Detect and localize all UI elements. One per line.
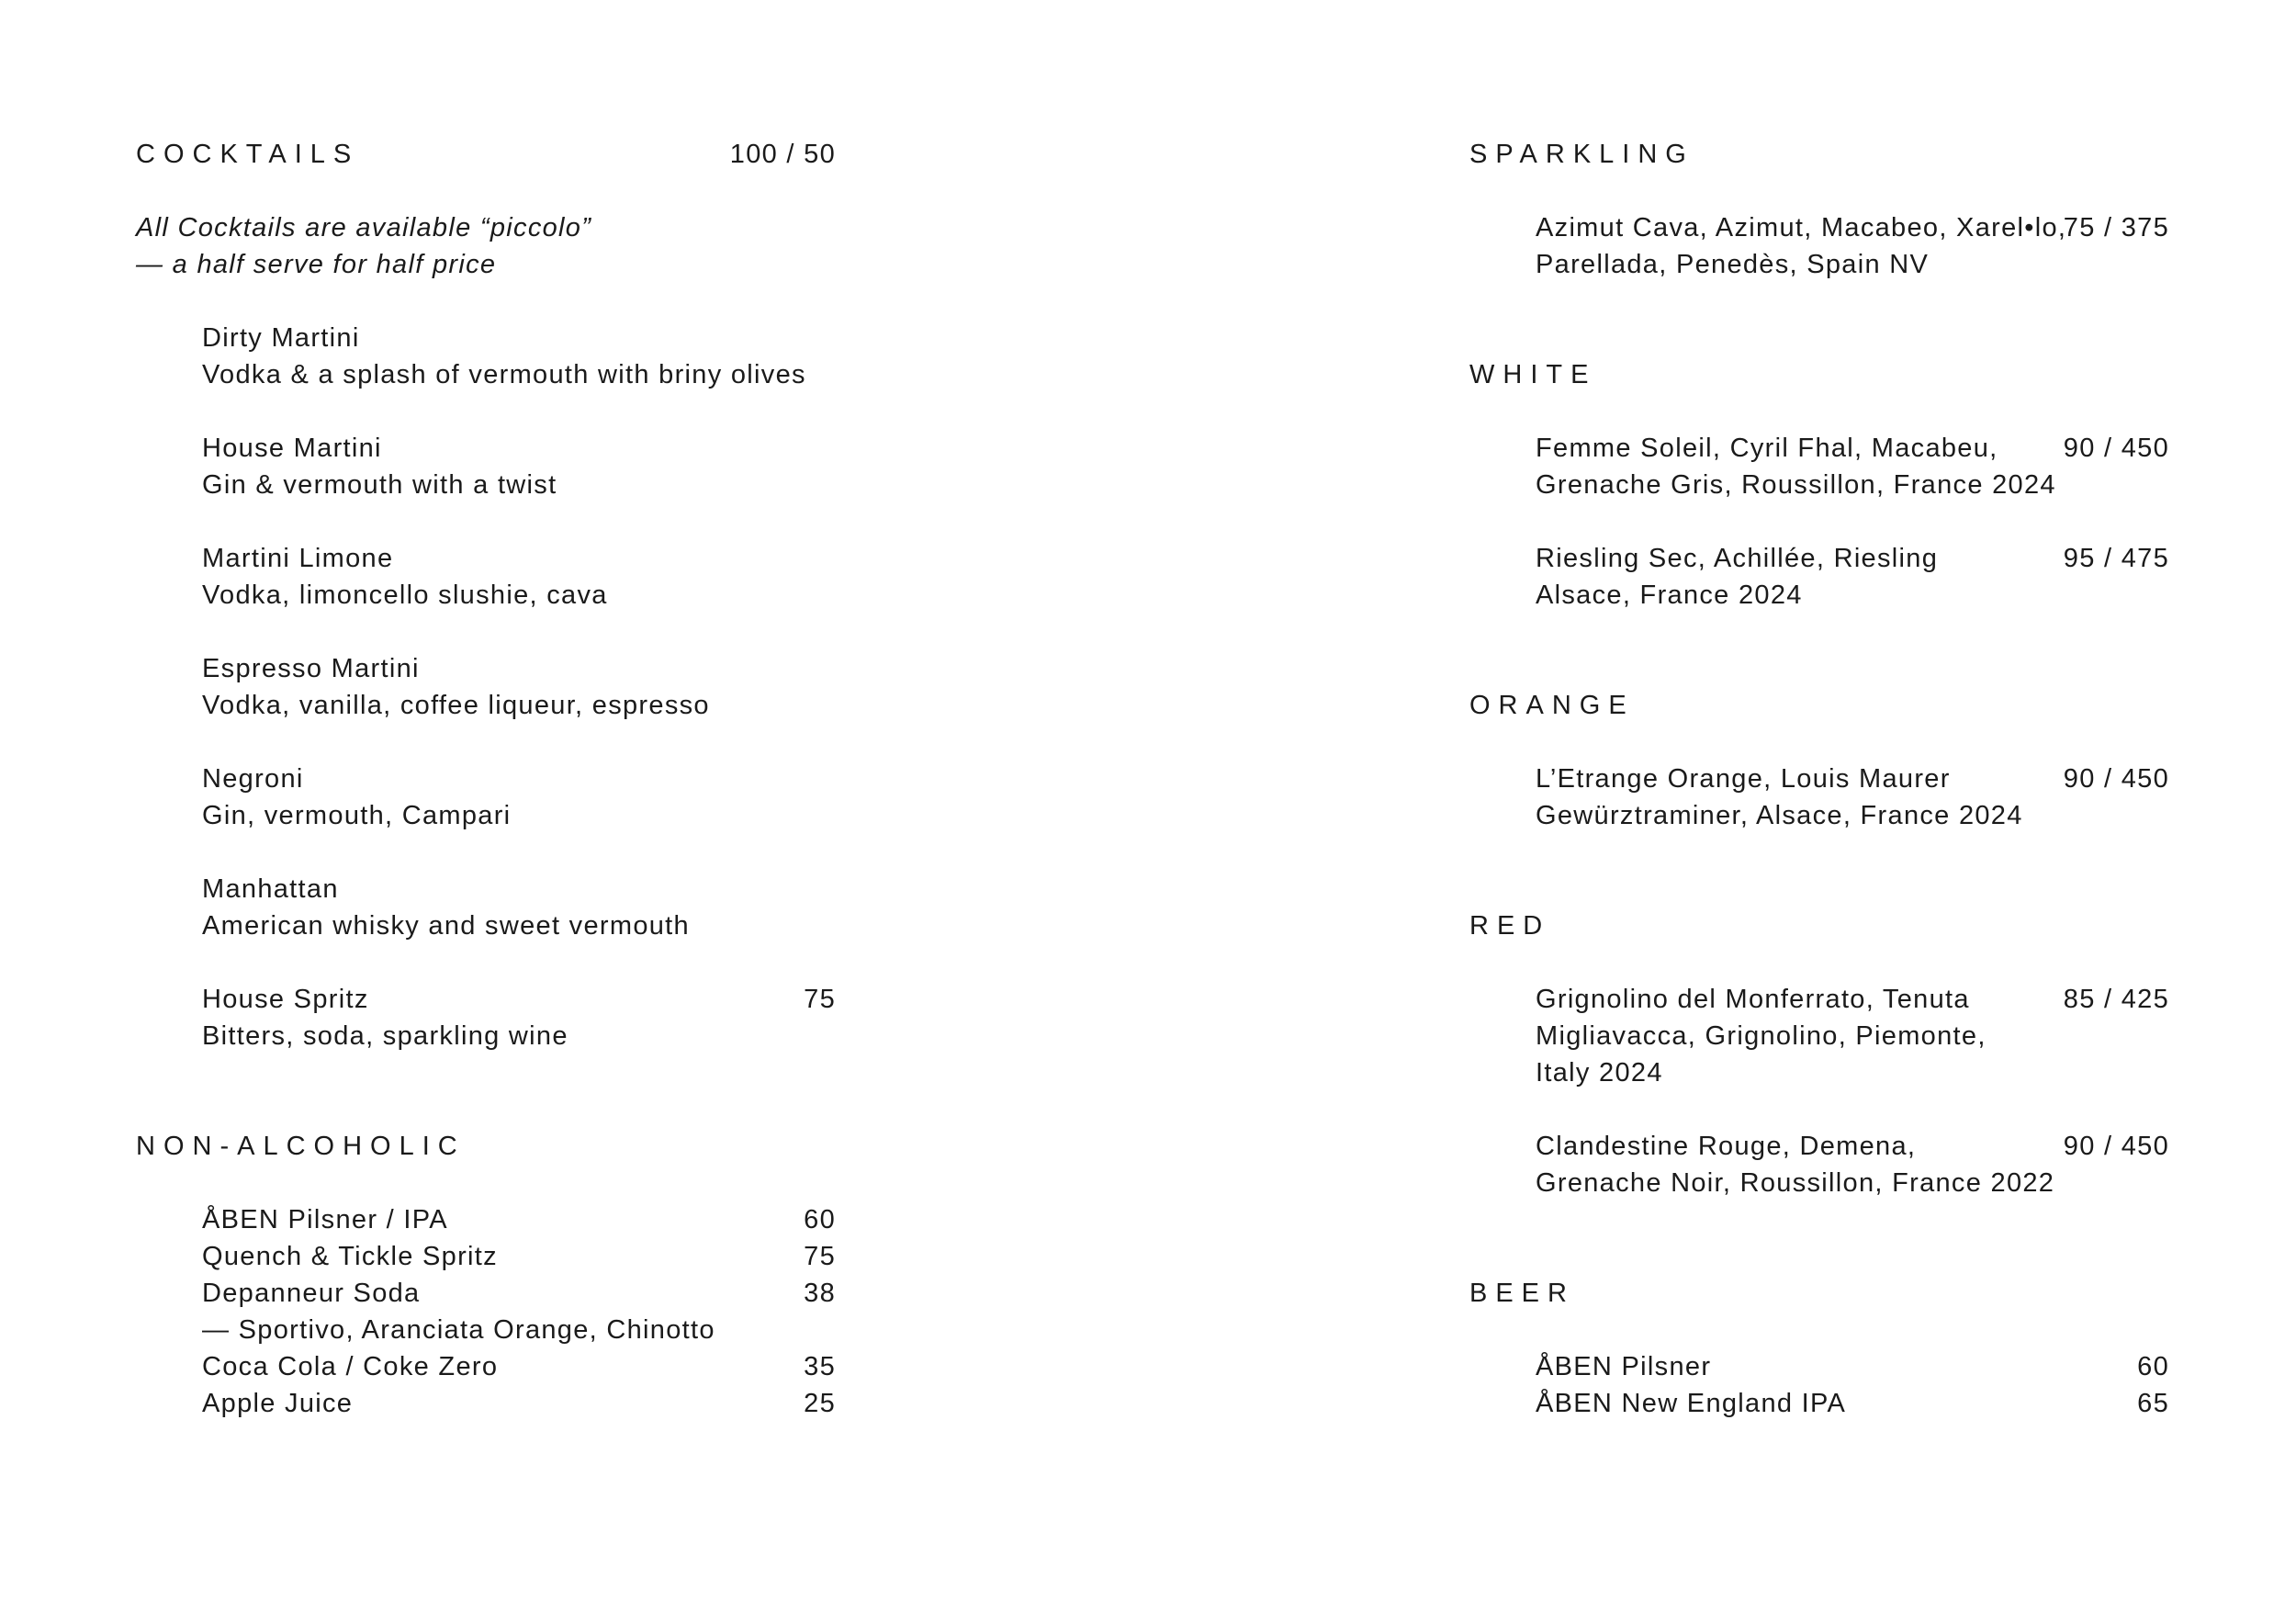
wine-description: Clandestine Rouge, Demena, [1536, 1132, 1917, 1161]
drink-name: ÅBEN Pilsner / IPA [202, 1205, 448, 1234]
wine-description: Grenache Gris, Roussillon, France 2024 [1536, 470, 2056, 500]
beer-name: ÅBEN New England IPA [1536, 1389, 1847, 1418]
wine-description: Parellada, Penedès, Spain NV [1536, 250, 1930, 279]
wine-price: 90 / 450 [2063, 434, 2169, 463]
wine-item [1469, 209, 2169, 283]
drink-price: 25 [804, 1389, 836, 1418]
wine-item [1469, 761, 2169, 834]
cocktail-item [136, 871, 836, 944]
non-alcoholic-heading: NON-ALCOHOLIC [136, 1132, 466, 1161]
cocktail-item [136, 981, 836, 1054]
cocktail-name: House Martini [202, 434, 382, 463]
left-column [136, 136, 836, 1422]
cocktail-name: Martini Limone [202, 544, 394, 573]
drink-name: Coca Cola / Coke Zero [202, 1352, 499, 1381]
drink-name: Quench & Tickle Spritz [202, 1242, 498, 1271]
cocktail-description: Bitters, soda, sparkling wine [202, 1021, 568, 1051]
wine-price: 90 / 450 [2063, 1132, 2169, 1161]
wine-item [1469, 540, 2169, 614]
wine-description: Alsace, France 2024 [1536, 580, 1803, 610]
beer-name: ÅBEN Pilsner [1536, 1352, 1712, 1381]
sparkling-heading: SPARKLING [1469, 140, 1694, 169]
drink-price: 60 [804, 1205, 836, 1234]
cocktail-item [136, 650, 836, 724]
list-item [202, 1238, 836, 1275]
cocktail-name: House Spritz [202, 985, 369, 1014]
cocktail-item [136, 320, 836, 393]
orange-heading: ORANGE [1469, 691, 1635, 720]
cocktail-description: Vodka & a splash of vermouth with briny olives [202, 360, 806, 389]
wine-description: L’Etrange Orange, Louis Maurer [1536, 764, 1951, 794]
cocktails-section-heading [136, 136, 836, 173]
wine-price: 95 / 475 [2063, 544, 2169, 573]
cocktail-item [136, 430, 836, 503]
drink-name: Depanneur Soda [202, 1279, 421, 1308]
list-item [1536, 1385, 2169, 1422]
list-item [1536, 1348, 2169, 1385]
cocktail-name: Espresso Martini [202, 654, 420, 683]
cocktail-item [136, 761, 836, 834]
wine-description: Grenache Noir, Roussillon, France 2022 [1536, 1168, 2055, 1198]
cocktail-description: Gin, vermouth, Campari [202, 801, 512, 830]
white-heading: WHITE [1469, 360, 1597, 389]
right-column [1469, 136, 2169, 1422]
wine-price: 75 / 375 [2063, 213, 2169, 242]
drink-price: 35 [804, 1352, 836, 1381]
beer-list [1469, 1348, 2169, 1422]
beer-price: 60 [2137, 1352, 2169, 1381]
wine-description: Gewürztraminer, Alsace, France 2024 [1536, 801, 2023, 830]
cocktail-description: Gin & vermouth with a twist [202, 470, 557, 500]
wine-description: Riesling Sec, Achillée, Riesling [1536, 544, 1939, 573]
cocktails-price: 100 / 50 [729, 140, 836, 169]
list-item [202, 1275, 836, 1312]
wine-description: Femme Soleil, Cyril Fhal, Macabeu, [1536, 434, 1998, 463]
cocktail-description: Vodka, vanilla, coffee liqueur, espresso [202, 691, 710, 720]
cocktail-item [136, 540, 836, 614]
wine-description: Italy 2024 [1536, 1058, 1663, 1088]
cocktail-price: 75 [804, 985, 836, 1014]
list-item [202, 1201, 836, 1238]
cocktails-note-line-2: — a half serve for half price [136, 250, 497, 279]
cocktail-description: Vodka, limoncello slushie, cava [202, 580, 608, 610]
wine-description: Grignolino del Monferrato, Tenuta [1536, 985, 1970, 1014]
beer-price: 65 [2137, 1389, 2169, 1418]
cocktail-description: American whisky and sweet vermouth [202, 911, 690, 941]
list-item [202, 1312, 836, 1348]
drink-price: 75 [804, 1242, 836, 1271]
drink-name: Apple Juice [202, 1389, 354, 1418]
cocktail-name: Negroni [202, 764, 304, 794]
wine-item [1469, 981, 2169, 1091]
cocktail-name: Manhattan [202, 874, 339, 904]
cocktail-name-row [202, 981, 836, 1018]
wine-item [1469, 430, 2169, 503]
wine-description: Azimut Cava, Azimut, Macabeo, Xarel•lo, [1536, 213, 2067, 242]
drink-name: — Sportivo, Aranciata Orange, Chinotto [202, 1315, 715, 1345]
non-alcoholic-list [136, 1201, 836, 1422]
list-item [202, 1348, 836, 1385]
drink-price: 38 [804, 1279, 836, 1308]
list-item [202, 1385, 836, 1422]
wine-price: 85 / 425 [2063, 985, 2169, 1014]
cocktails-note-line-1: All Cocktails are available “piccolo” [136, 213, 592, 242]
cocktails-heading: COCKTAILS [136, 140, 360, 169]
beer-heading: BEER [1469, 1279, 1575, 1308]
red-heading: RED [1469, 911, 1551, 941]
wine-item [1469, 1128, 2169, 1201]
wine-price: 90 / 450 [2063, 764, 2169, 794]
wine-description: Migliavacca, Grignolino, Piemonte, [1536, 1021, 1986, 1051]
cocktail-name: Dirty Martini [202, 323, 360, 353]
